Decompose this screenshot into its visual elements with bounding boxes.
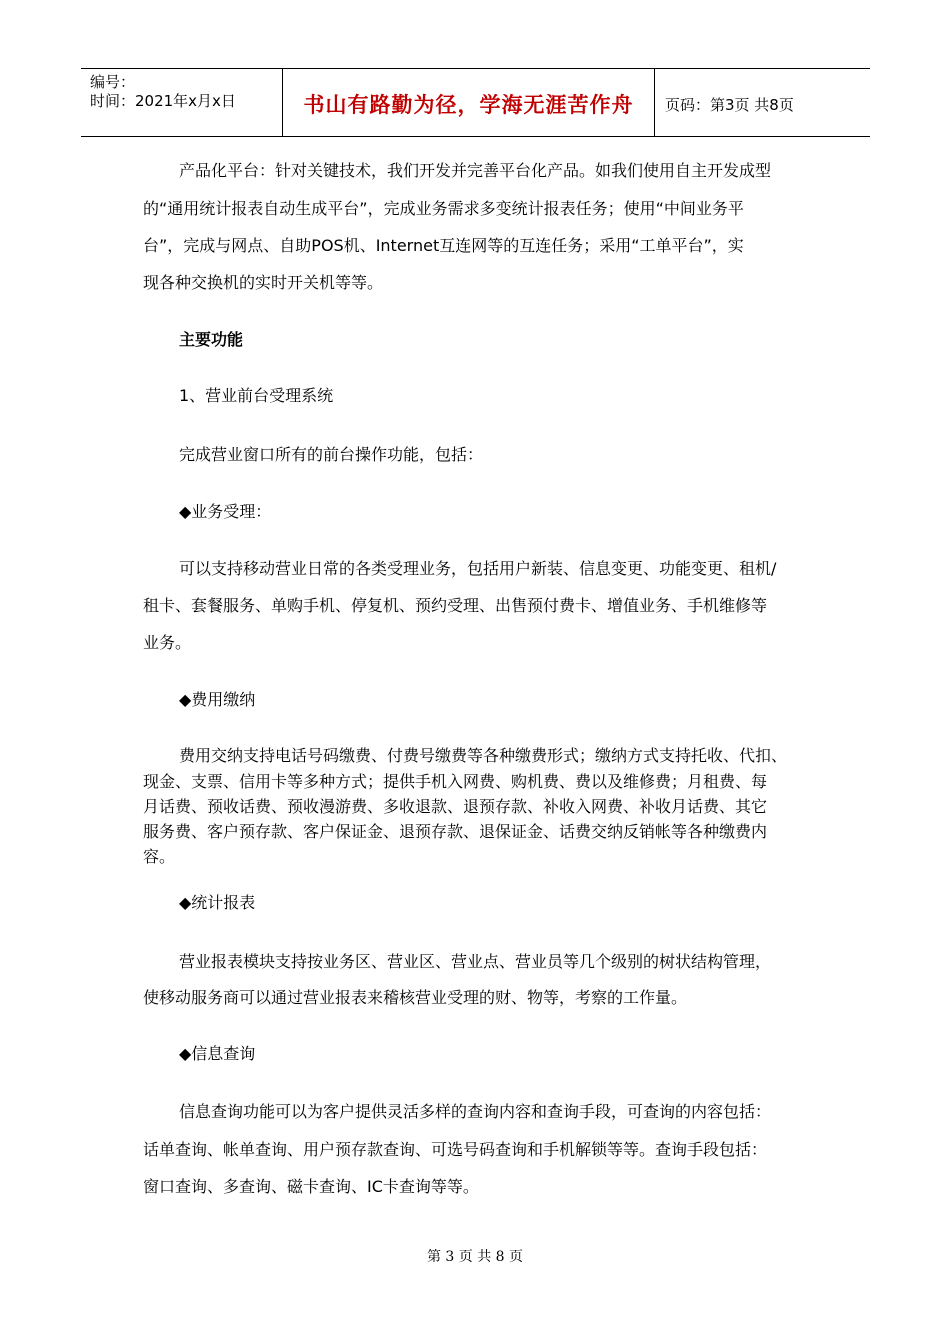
page-footer: 第 3 页 共 8 页 [426, 1249, 524, 1265]
bullet-heading-query: ◆信息查询 [179, 1044, 256, 1063]
bullet-heading-business: ◆业务受理： [179, 502, 272, 521]
paragraph-line: 业务。 [143, 633, 192, 652]
paragraph-line: 营业报表模块支持按业务区、营业区、营业点、营业员等几个级别的树状结构管理， [179, 952, 772, 971]
paragraph-line: 信息查询功能可以为客户提供灵活多样的查询内容和查询手段，可查询的内容包括： [179, 1102, 772, 1121]
paragraph-line: 可以支持移动营业日常的各类受理业务，包括用户新装、信息变更、功能变更、租机/ [179, 559, 777, 578]
bullet-heading-fee: ◆费用缴纳 [179, 690, 256, 709]
document-date-label: 时间：2021年x月x日 [90, 92, 236, 110]
paragraph-line: 使移动服务商可以通过营业报表来稽核营业受理的财、物等，考察的工作量。 [143, 988, 688, 1007]
document-number-label: 编号： [90, 73, 136, 91]
intro-text: 完成营业窗口所有的前台操作功能，包括： [179, 445, 484, 464]
header-center-cell [282, 69, 655, 136]
header-motto: 书山有路勤为径，学海无涯苦作舟 [303, 93, 634, 117]
document-header [81, 68, 870, 137]
paragraph-line: 台”，完成与网点、自助POS机、Internet互连网等的互连任务；采用“工单平台”，实 [143, 236, 744, 255]
bullet-heading-report: ◆统计报表 [179, 893, 256, 912]
paragraph-line: 月话费、预收话费、预收漫游费、多收退款、退预存款、补收入网费、补收月话费、其它 [143, 797, 768, 816]
paragraph-line: 产品化平台：针对关键技术，我们开发并完善平台化产品。如我们使用自主开发成型 [179, 161, 772, 180]
paragraph-line: 容。 [143, 847, 176, 866]
header-left-cell [81, 69, 282, 136]
paragraph-line: 服务费、客户预存款、客户保证金、退预存款、退保证金、话费交纳反销帐等各种缴费内 [143, 822, 768, 841]
paragraph-line: 租卡、套餐服务、单购手机、停复机、预约受理、出售预付费卡、增值业务、手机维修等 [143, 596, 768, 615]
paragraph-line: 费用交纳支持电话号码缴费、付费号缴费等各种缴费形式；缴纳方式支持托收、代扣、 [179, 746, 788, 765]
subsection-heading: 1、营业前台受理系统 [179, 386, 334, 405]
paragraph-line: 现金、支票、信用卡等多种方式；提供手机入网费、购机费、费以及维修费；月租费、每 [143, 772, 768, 791]
paragraph-line: 窗口查询、多查询、磁卡查询、IC卡查询等等。 [143, 1177, 479, 1196]
paragraph-line: 话单查询、帐单查询、用户预存款查询、可选号码查询和手机解锁等等。查询手段包括： [143, 1140, 768, 1159]
paragraph-line: 的“通用统计报表自动生成平台”，完成业务需求多变统计报表任务；使用“中间业务平 [143, 199, 744, 218]
header-right-cell [655, 69, 870, 136]
paragraph-line: 现各种交换机的实时开关机等等。 [143, 273, 384, 292]
section-heading-main: 主要功能 [179, 330, 244, 349]
header-page-info: 页码：第3页 共8页 [665, 96, 794, 114]
